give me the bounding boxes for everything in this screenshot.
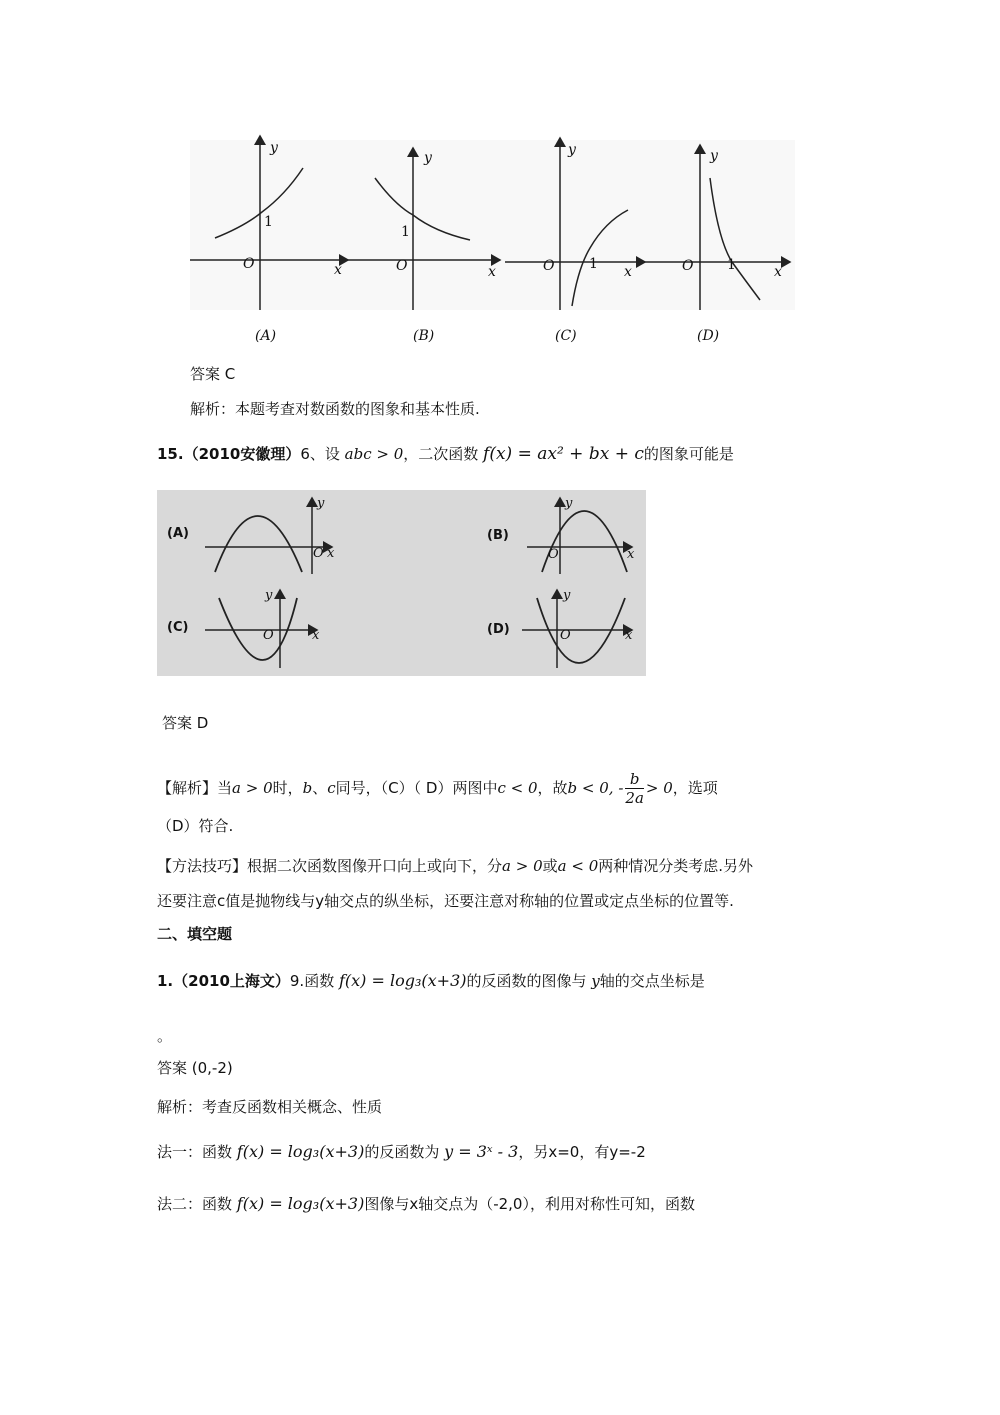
analysis-text-1: 当 <box>217 779 233 797</box>
method-tip-line-2: 还要注意c值是抛物线与y轴交点的纵坐标，还要注意对称轴的位置或定点坐标的位置等. <box>157 892 734 910</box>
a-negative: a < 0 <box>557 857 599 875</box>
graph-d-one-label: 1 <box>727 257 736 273</box>
graph-b-origin-label: O <box>396 258 408 274</box>
caption-a: (A) <box>255 328 277 344</box>
analysis-text-3: 同号，（C）（ D）两图中 <box>335 779 498 797</box>
option-d-o: O <box>560 628 571 643</box>
q15-analysis <box>157 770 718 807</box>
q15-stem-a: 6、设 <box>300 445 340 463</box>
option-b-o: O <box>548 547 559 562</box>
graph-b-x-label: x <box>488 264 496 280</box>
function-graphs-figure <box>0 0 1000 360</box>
graph-d-origin-label: O <box>682 258 694 274</box>
fill1-answer: 答案 (0,-2) <box>157 1059 233 1077</box>
option-c-o: O <box>263 628 274 643</box>
option-c-label: (C) <box>167 620 189 635</box>
q14-analysis: 解析：本题考查对数函数的图象和基本性质. <box>190 400 480 418</box>
graph-a-origin-label: O <box>243 256 255 272</box>
option-a-y: y <box>317 496 325 511</box>
graph-c-one-label: 1 <box>589 256 598 272</box>
method-one-b: 的反函数为 <box>364 1143 440 1161</box>
caption-c: (C) <box>555 328 577 344</box>
method-one-function: f(x) = log₃(x+3) <box>236 1142 365 1161</box>
option-b-y: y <box>565 496 573 511</box>
method-two-function: f(x) = log₃(x+3) <box>236 1194 365 1213</box>
graph-b-y-label: y <box>424 150 432 166</box>
parabola-options-image <box>157 490 646 676</box>
method-one-inverse: y = 3ˣ - 3 <box>444 1142 519 1161</box>
graph-d-x-label: x <box>774 264 782 280</box>
option-d-x: x <box>625 628 633 643</box>
fraction-denominator: 2a <box>625 789 644 807</box>
fraction-numerator: b <box>629 770 640 788</box>
a-positive-2: a > 0 <box>502 857 543 875</box>
or-text: 或 <box>542 857 558 875</box>
option-c-x: x <box>312 628 320 643</box>
method-two <box>157 1193 695 1214</box>
method-one-c: ，另x=0，有y=-2 <box>518 1143 646 1161</box>
method-one <box>157 1141 646 1162</box>
option-d-label: (D) <box>487 622 510 637</box>
option-b-x: x <box>627 547 635 562</box>
fill1-stem-b: 的反函数的图像与 <box>466 972 587 990</box>
q14-answer: 答案 C <box>190 365 236 383</box>
fill1-number: 1. <box>157 972 174 990</box>
option-c-y: y <box>265 588 273 603</box>
greater-than-zero: > 0 <box>645 779 673 797</box>
fill1-stem-c: 轴的交点坐标是 <box>599 972 705 990</box>
analysis-text-2: 时， <box>272 779 303 797</box>
option-a-o: O <box>313 546 324 561</box>
c-variable: c <box>327 779 336 797</box>
method-tag: 【方法技巧】 <box>157 857 248 875</box>
method-tip-line-1 <box>157 855 753 876</box>
graph-a-y-label: y <box>270 140 278 156</box>
parabola-options-svg <box>157 490 646 676</box>
analysis-text-4: ，故 <box>537 779 568 797</box>
b-variable: b <box>302 779 313 797</box>
axis-fraction <box>625 770 644 807</box>
q15-number: 15. <box>157 445 184 463</box>
analysis-tag: 【解析】 <box>157 779 218 797</box>
option-a-label: (A) <box>167 526 189 541</box>
analysis-text-5: ，选项 <box>672 779 718 797</box>
q15-function: f(x) = ax² + bx + c <box>483 444 644 464</box>
graph-c-origin-label: O <box>543 258 555 274</box>
fill1-y-var: y <box>591 972 600 990</box>
option-a-x: x <box>327 546 335 561</box>
c-negative: c < 0 <box>497 779 538 797</box>
graph-b-one-label: 1 <box>401 224 410 240</box>
fill1-function: f(x) = log₃(x+3) <box>338 971 467 990</box>
separator: 、 <box>312 779 328 797</box>
b-negative: b < 0, - <box>567 779 624 797</box>
graph-c-x-label: x <box>624 264 632 280</box>
method-text-1: 根据二次函数图像开口向上或向下，分 <box>247 857 503 875</box>
method-two-b: 图像与x轴交点为（-2,0），利用对称性可知，函数 <box>364 1195 695 1213</box>
graph-d-y-label: y <box>710 148 718 164</box>
section-title: 二、填空题 <box>157 925 233 943</box>
q15-answer: 答案 D <box>162 714 209 732</box>
caption-b: (B) <box>413 328 435 344</box>
graph-a-x-label: x <box>334 262 342 278</box>
fill1-stem <box>157 970 705 991</box>
fill1-blank-end: 。 <box>157 1027 173 1045</box>
q15-stem-b: ，二次函数 <box>403 445 479 463</box>
fill1-source: （2010上海文） <box>173 972 290 990</box>
graph-c-y-label: y <box>568 142 576 158</box>
q15-stem-c: 的图象可能是 <box>643 445 734 463</box>
method-text-2: 两种情况分类考虑.另外 <box>598 857 754 875</box>
q15-stem <box>157 443 734 464</box>
q15-source: （2010安徽理） <box>183 445 301 463</box>
graph-a-one-label: 1 <box>264 214 273 230</box>
option-b-label: (B) <box>487 528 509 543</box>
method-one-a: 法一：函数 <box>157 1143 233 1161</box>
caption-d: (D) <box>697 328 720 344</box>
q15-condition: abc > 0 <box>344 445 404 463</box>
a-positive: a > 0 <box>232 779 273 797</box>
method-two-a: 法二：函数 <box>157 1195 233 1213</box>
option-d-y: y <box>563 588 571 603</box>
fill1-stem-a: 9.函数 <box>289 972 335 990</box>
q15-analysis-cont: （D）符合. <box>157 817 234 835</box>
fill1-analysis: 解析：考查反函数相关概念、性质 <box>157 1098 383 1116</box>
